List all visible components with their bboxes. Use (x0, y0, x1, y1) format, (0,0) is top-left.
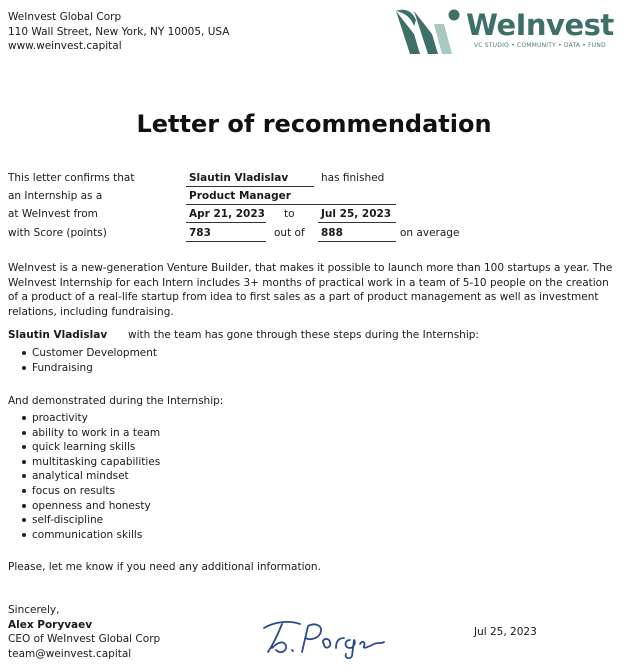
company-name: WeInvest Global Corp (8, 11, 122, 23)
out-of-label: out of (274, 227, 305, 239)
signoff-position: CEO of WeInvest Global Corp (8, 633, 161, 645)
list-item: Customer Development (8, 346, 157, 361)
closing-line: Please, let me know if you need any additional information. (8, 561, 321, 573)
from-label: at WeInvest from (8, 208, 98, 220)
list-item: focus on results (8, 484, 160, 499)
company-address: 110 Wall Street, New York, NY 10005, USA (8, 25, 230, 38)
date-to-underline (318, 222, 396, 223)
score-label: with Score (points) (8, 227, 107, 239)
score-max-underline (318, 241, 396, 242)
finished-label: has finished (321, 172, 385, 184)
company-header (8, 10, 229, 54)
signoff-name: Alex Poryvaev (8, 618, 93, 631)
score-underline (186, 241, 266, 242)
logo-brand: WeInvest (466, 8, 614, 42)
score-value: 783 (189, 227, 211, 239)
intern-name-underline (186, 186, 314, 187)
list-item: ability to work in a team (8, 426, 160, 441)
description-paragraph: WeInvest is a new-generation Venture Builder, that makes it possible to launch more than 100 startups a year. The WeInvest Internship for each Intern includes 3+ months of practical work in a team of 5-10 people on the creation of a product of a real-life startup from idea to first sales as a part of product management as well as investment relations, including fundraising. (8, 262, 613, 318)
list-item: quick learning skills (8, 440, 160, 455)
signoff-sincerely: Sincerely, (8, 604, 60, 616)
date-to: Jul 25, 2023 (321, 208, 392, 220)
steps-intern-name: Slautin Vladislav (8, 329, 108, 341)
demonstrated-intro: And demonstrated during the Internship: (8, 395, 224, 407)
score-max: 888 (321, 227, 343, 239)
confirms-label: This letter confirms that (8, 172, 135, 184)
role-underline (186, 204, 396, 205)
list-item: multitasking capabilities (8, 455, 160, 470)
list-item: self-discipline (8, 513, 160, 528)
internship-label: an Internship as a (8, 190, 103, 202)
to-label: to (284, 208, 295, 220)
list-item: proactivity (8, 411, 160, 426)
average-label: on average (400, 227, 460, 239)
logo-mark-icon (394, 6, 464, 58)
list-item: analytical mindset (8, 469, 160, 484)
logo-tagline: VC STUDIO • COMMUNITY • DATA • FUND (474, 42, 606, 49)
signoff-email: team@weinvest.capital (8, 647, 132, 660)
date-from: Apr 21, 2023 (189, 208, 265, 220)
letter-title: Letter of recommendation (136, 110, 492, 138)
role-value: Product Manager (189, 190, 291, 202)
list-item: communication skills (8, 528, 160, 543)
company-website: www.weinvest.capital (8, 40, 122, 52)
intern-name: Slautin Vladislav (189, 172, 289, 184)
signature-icon (258, 612, 388, 660)
list-item: openness and honesty (8, 499, 160, 514)
weinvest-logo (394, 6, 614, 58)
steps-list (8, 346, 157, 375)
date-from-underline (186, 222, 266, 223)
signoff-block (8, 603, 160, 661)
signoff-date: Jul 25, 2023 (474, 626, 537, 638)
demonstrated-list (8, 411, 160, 542)
steps-intro: with the team has gone through these steps during the Internship: (128, 329, 479, 341)
list-item: Fundraising (8, 361, 157, 376)
